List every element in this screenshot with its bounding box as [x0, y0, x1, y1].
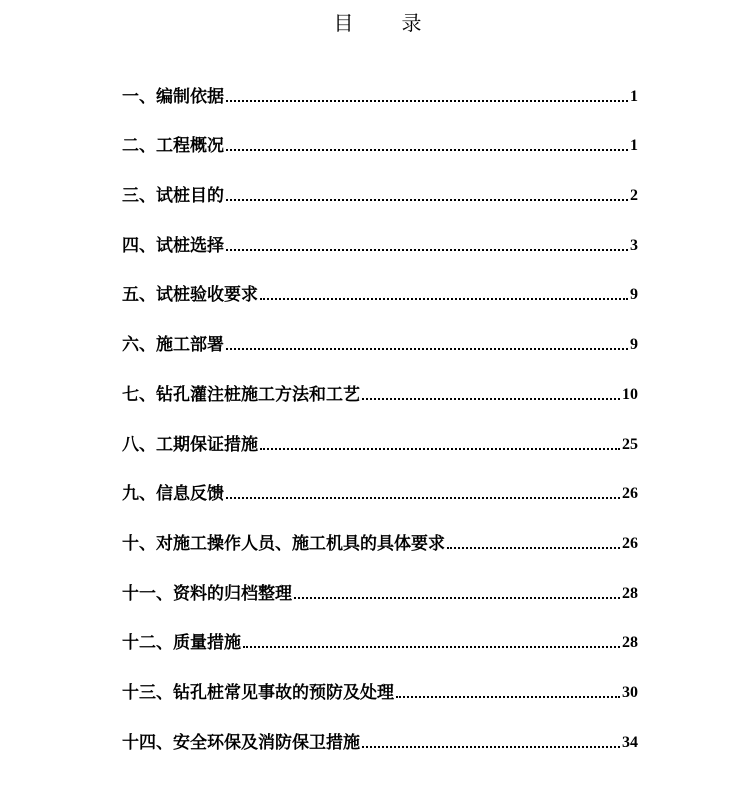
toc-entry-page: 30 [622, 683, 638, 701]
toc-entry[interactable] [122, 356, 638, 406]
toc-leader-dots [243, 646, 620, 648]
toc-entry-label: 四、试桩选择 [122, 235, 224, 256]
toc-entry[interactable] [122, 555, 638, 605]
toc-leader-dots [226, 348, 628, 350]
toc-entry-page: 9 [630, 336, 638, 354]
toc-entry-label: 七、钻孔灌注桩施工方法和工艺 [122, 384, 360, 405]
toc-leader-dots [260, 298, 628, 300]
toc-title: 目录 [333, 11, 470, 35]
toc-leader-dots [294, 597, 620, 599]
toc-entry[interactable] [122, 406, 638, 456]
toc-entry[interactable] [122, 108, 638, 158]
toc-entry-page: 28 [622, 634, 638, 652]
toc-leader-dots [226, 249, 628, 251]
toc-entry[interactable] [122, 157, 638, 207]
toc-entry[interactable] [122, 704, 638, 754]
toc-entry[interactable] [122, 58, 638, 108]
toc-entry-label: 三、试桩目的 [122, 186, 224, 207]
toc-entry-label: 一、编制依据 [122, 86, 224, 107]
toc-entry-label: 九、信息反馈 [122, 484, 224, 505]
toc-leader-dots [226, 199, 628, 201]
toc-entry-page: 26 [622, 485, 638, 503]
toc-entry-label: 八、工期保证措施 [122, 434, 258, 455]
toc-entry-page: 28 [622, 584, 638, 602]
toc-leader-dots [396, 696, 620, 698]
toc-entry[interactable] [122, 654, 638, 704]
toc-leader-dots [447, 547, 620, 549]
toc-entry-page: 25 [622, 435, 638, 453]
toc-entry-page: 34 [622, 733, 638, 751]
toc-entry[interactable] [122, 605, 638, 655]
toc-entry-label: 十三、钻孔桩常见事故的预防及处理 [122, 682, 394, 703]
toc-entry-label: 六、施工部署 [122, 335, 224, 356]
toc-entry-page: 26 [622, 534, 638, 552]
toc-entry-label: 十二、质量措施 [122, 633, 241, 654]
toc-list [122, 58, 638, 754]
toc-leader-dots [362, 746, 620, 748]
toc-entry[interactable] [122, 257, 638, 307]
toc-entry-label: 五、试桩验收要求 [122, 285, 258, 306]
toc-entry[interactable] [122, 207, 638, 257]
toc-entry-label: 二、工程概况 [122, 136, 224, 157]
toc-entry-label: 十、对施工操作人员、施工机具的具体要求 [122, 533, 445, 554]
toc-entry-page: 1 [630, 137, 638, 155]
toc-leader-dots [260, 448, 620, 450]
toc-entry-label: 十一、资料的归档整理 [122, 583, 292, 604]
toc-leader-dots [362, 398, 620, 400]
toc-entry[interactable] [122, 456, 638, 506]
toc-entry-label: 十四、安全环保及消防保卫措施 [122, 732, 360, 753]
toc-entry-page: 10 [622, 385, 638, 403]
toc-entry-page: 1 [630, 87, 638, 105]
toc-entry-page: 9 [630, 286, 638, 304]
toc-leader-dots [226, 149, 628, 151]
toc-leader-dots [226, 100, 628, 102]
toc-leader-dots [226, 497, 620, 499]
toc-entry[interactable] [122, 306, 638, 356]
toc-entry[interactable] [122, 505, 638, 555]
toc-entry-page: 3 [630, 236, 638, 254]
toc-entry-page: 2 [630, 187, 638, 205]
